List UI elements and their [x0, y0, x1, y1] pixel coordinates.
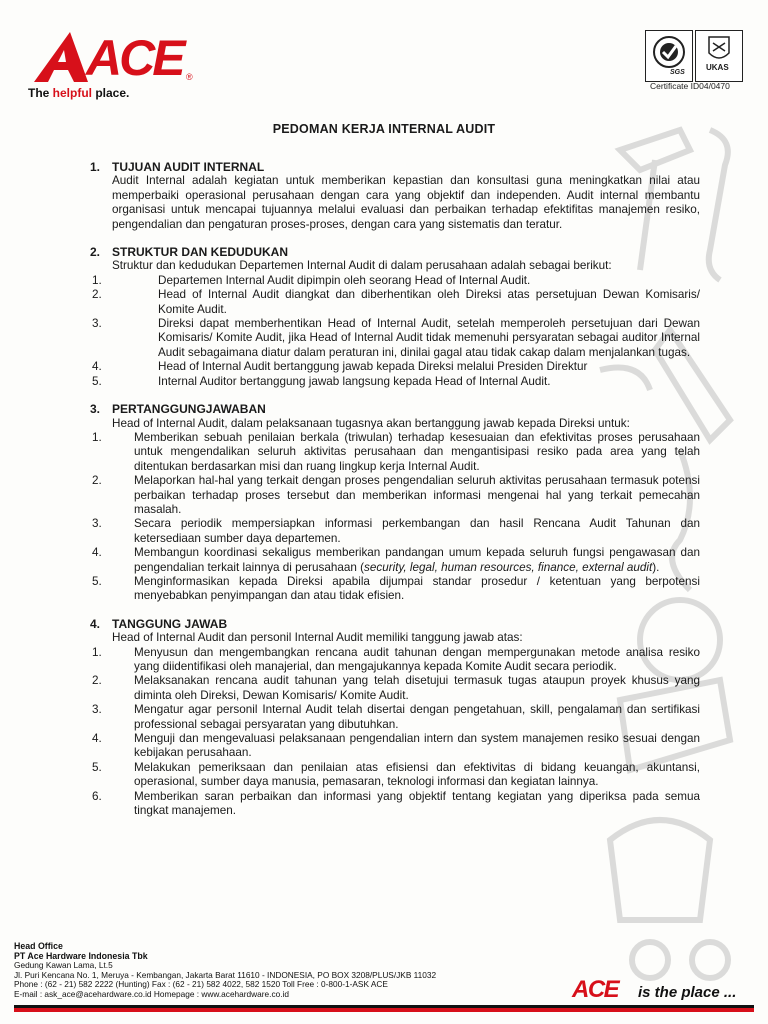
section-struktur — [92, 245, 700, 389]
footer-email: E-mail : ask_ace@acehardware.co.id Homepage : www.acehardware.co.id — [14, 988, 289, 999]
list-item: 5. Menginformasikan kepada Direksi apabila dijumpai standar prosedur / ketentuan yang berpotensi menyebabkan penyimpangan dan atau tidak efisien. — [92, 574, 700, 603]
list-item: 4. Head of Internal Audit bertanggung jawab kepada Direksi melalui Presiden Direktur — [92, 360, 588, 374]
section-list — [92, 431, 700, 604]
list-item: 3. Mengatur agar personil Internal Audit telah disertai dengan pengetahuan, skill, pengalaman dan sertifikasi professional sebagai persyaratan yang dibutuhkan. — [92, 703, 700, 731]
list-item: 4. Membangun koordinasi sekaligus memberikan pandangan umum kepada seluruh fungsi pengawasan dan pengendalian terkait lainnya di perusahaan (security, legal, human resources, finance, external audit). — [92, 546, 700, 574]
footer-slogan: is the place ... — [638, 984, 737, 1001]
section-heading: 4. TANGGUNG JAWAB — [90, 616, 228, 631]
footer-divider-red — [14, 1008, 754, 1012]
ukas-cert-icon: UKAS — [695, 30, 743, 82]
logo-text: ACE — [86, 30, 183, 86]
section-paragraph: Struktur dan kedudukan Departemen Internal Audit di dalam perusahaan adalah sebagai berikut: — [112, 259, 612, 273]
list-item: 3. Direksi dapat memberhentikan Head of Internal Audit, setelah memperoleh persetujuan dari Dewan Komisaris/ Komite Audit, jika Head of Internal Audit tidak memenuhi persyaratan sebagai auditor Internal Audit sebagaimana diatur dalam peraturan ini, dinilai gagal atau tidak cakap dalam menjalankan tugas. — [92, 317, 700, 359]
section-tanggung-jawab — [92, 617, 700, 819]
certificate-id: Certificate ID04/0470 — [650, 81, 730, 91]
list-item: 5. Melakukan pemeriksaan dan penilaian atas efisiensi dan efektivitas di bidang keuangan, akuntansi, operasional, sumber daya manusia, pemasaran, teknologi informasi dan kegiatan lainnya. — [92, 760, 700, 789]
list-item: 2. Head of Internal Audit diangkat dan diberhentikan oleh Direksi atas persetujuan Dewan Komisaris/ Komite Audit. — [92, 288, 700, 316]
document-title: PEDOMAN KERJA INTERNAL AUDIT — [272, 122, 496, 136]
section-heading: 1. TUJUAN AUDIT INTERNAL — [90, 160, 265, 174]
list-item: 4. Menguji dan mengevaluasi pelaksanaan pengendalian intern dan system manajemen resiko sesuai dengan kebijakan perusahaan. — [92, 732, 700, 760]
footer-address — [14, 942, 436, 1000]
footer-ace-logo: ACE — [572, 976, 619, 1003]
section-paragraph: Audit Internal adalah kegiatan untuk memberikan kepastian dan konsultasi guna meningkatkan nilai atau memperbaiki operasional perusahaan dengan cara yang objektif dan independen. Audit internal membantu organisasi untuk mencapai tujuannya melalui evaluasi dan perbaikan terhadap efektifitas manajemen resiko, pengendalian dan pengaturan proses-proses, dengan cara yang sistematis dan teratur. — [112, 174, 700, 231]
list-item: 2. Melaksanakan rencana audit tahunan yang telah disetujui termasuk tugas ataupun proyek khusus yang diminta oleh Direksi, Dewan Komisaris/ Komite Audit. — [92, 674, 700, 702]
logo-tagline: The helpful place. — [28, 86, 130, 100]
document-body — [92, 160, 700, 831]
certification-logos — [645, 30, 741, 82]
section-pertanggungjawaban — [92, 402, 700, 604]
list-item: 3. Secara periodik mempersiapkan informasi perkembangan dan hasil Rencana Audit Tahunan dan ketersediaan sumber daya departemen. — [92, 517, 700, 545]
list-item: 1. Menyusun dan mengembangkan rencana audit tahunan dengan mempergunakan metode analisa resiko yang diidentifikasi oleh manajerial, dan mengajukannya kepada Komite Audit secara periodik. — [92, 645, 700, 673]
list-item: 5. Internal Auditor bertanggung jawab langsung kepada Head of Internal Audit. — [92, 374, 551, 388]
list-item: 6. Memberikan saran perbaikan dan informasi yang objektif tentang kegiatan yang diperiksa pada semua tingkat manajemen. — [92, 789, 700, 818]
section-list — [92, 274, 700, 389]
list-item: 1. Departemen Internal Audit dipimpin oleh seorang Head of Internal Audit. — [92, 273, 531, 287]
section-paragraph: Head of Internal Audit, dalam pelaksanaan tugasnya akan bertanggung jawab kepada Direksi untuk: — [112, 416, 630, 430]
footer-street: Jl. Puri Kencana No. 1, Meruya - Kembangan, Jakarta Barat 11610 - INDONESIA, PO BOX 3208/PLUS/JKB 11032 — [14, 969, 437, 980]
section-tujuan — [92, 160, 700, 232]
list-item: 1. Memberikan sebuah penilaian berkala (triwulan) terhadap kesesuaian dan efektivitas proses perusahaan untuk mengendalikan seluruh aktivitas perusahaan dan mengantisipasi resiko pada area yang telah ditentukan berdasarkan misi dan ruang lingkup kerja Internal Audit. — [92, 430, 700, 473]
footer-building: Gedung Kawan Lama, Lt.5 — [14, 960, 113, 971]
section-heading: 3. PERTANGGUNGJAWABAN — [90, 402, 266, 417]
footer-office-label: Head Office — [14, 941, 63, 951]
sgs-cert-icon: SGS — [645, 30, 693, 82]
section-paragraph: Head of Internal Audit dan personil Internal Audit memiliki tanggung jawab atas: — [112, 631, 523, 645]
footer-phone: Phone : (62 - 21) 582 2222 (Hunting) Fax : (62 - 21) 582 4022, 582 1520 Toll Free : 0-800-1-ASK ACE — [14, 979, 388, 990]
list-item: 2. Melaporkan hal-hal yang terkait dengan proses pengendalian seluruh aktivitas perusahaan termasuk potensi perbaikan terhadap proses tersebut dan memberikan informasi mengenai hal yang terkait pemecahan masalah. — [92, 474, 700, 516]
section-list — [92, 646, 700, 819]
logo-registered-mark: ® — [186, 72, 193, 82]
footer-company: PT Ace Hardware Indonesia Tbk — [14, 950, 148, 961]
section-heading: 2. STRUKTUR DAN KEDUDUKAN — [90, 245, 288, 260]
